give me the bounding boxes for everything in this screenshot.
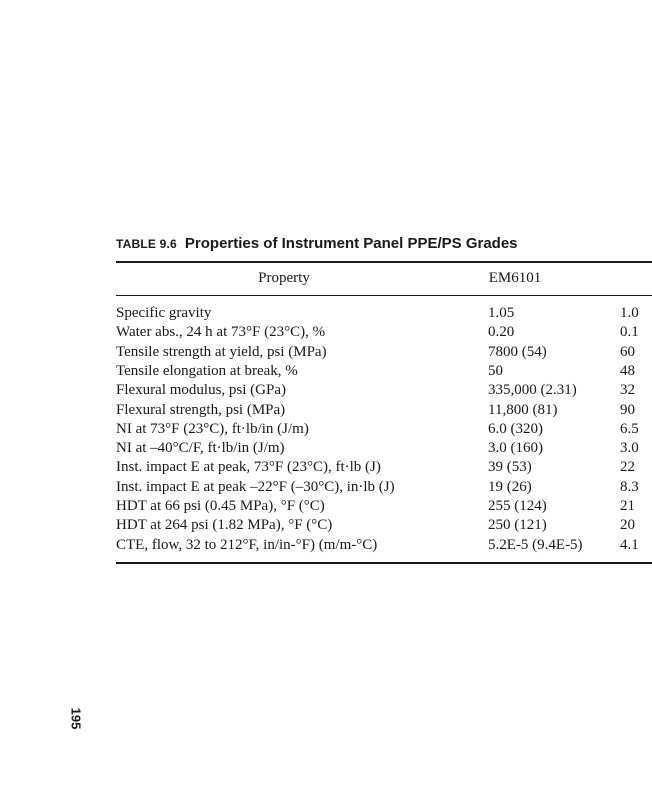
cell-property: Flexural modulus, psi (GPa) xyxy=(116,382,286,399)
cell-em6101: 3.0 (160) xyxy=(488,440,543,457)
table-title: Properties of Instrument Panel PPE/PS Grades xyxy=(184,235,518,252)
cell-next-grade: 6.5 xyxy=(620,420,639,437)
cell-next-grade: 21 xyxy=(620,498,635,514)
cell-em6101: 255 (124) xyxy=(488,498,547,514)
cell-property: CTE, flow, 32 to 212°F, in/in-°F) (m/m-°C) xyxy=(116,536,378,553)
cell-next-grade: 8.3 xyxy=(620,478,639,495)
table-row xyxy=(0,323,652,342)
cell-next-grade: 1.0 xyxy=(620,305,639,321)
cell-next-grade: 4.1 xyxy=(620,536,639,553)
cell-property: HDT at 264 psi (1.82 MPa), °F (°C) xyxy=(116,517,333,534)
table-row xyxy=(0,516,652,535)
cell-next-grade: 48 xyxy=(620,362,635,379)
table-caption xyxy=(116,235,518,253)
table-row xyxy=(0,304,652,323)
cell-em6101: 50 xyxy=(488,362,503,379)
cell-next-grade: 32 xyxy=(620,382,635,399)
cell-property: Tensile elongation at break, % xyxy=(116,362,298,379)
cell-property: NI at –40°C/F, ft·lb/in (J/m) xyxy=(116,440,285,457)
cell-next-grade: 20 xyxy=(620,517,635,534)
cell-em6101: 7800 (54) xyxy=(488,343,547,360)
table-row xyxy=(0,362,652,381)
cell-next-grade: 90 xyxy=(620,401,635,418)
cell-property: Water abs., 24 h at 73°F (23°C), % xyxy=(116,324,326,341)
cell-next-grade: 3.0 xyxy=(620,440,639,457)
table-row xyxy=(0,381,652,400)
table-row xyxy=(0,420,652,439)
table-row xyxy=(0,478,652,497)
cell-em6101: 11,800 (81) xyxy=(488,401,558,418)
cell-next-grade: 22 xyxy=(620,459,635,476)
cell-em6101: 250 (121) xyxy=(488,517,547,534)
cell-property: HDT at 66 psi (0.45 MPa), °F (°C) xyxy=(116,498,325,514)
table-row xyxy=(0,458,652,477)
table-row xyxy=(0,343,652,362)
cell-property: Inst. impact E at peak –22°F (–30°C), in·lb (J) xyxy=(116,478,395,495)
table-row xyxy=(0,497,652,516)
table-row xyxy=(0,439,652,458)
cell-property: NI at 73°F (23°C), ft·lb/in (J/m) xyxy=(116,420,309,437)
table-top-rule xyxy=(116,261,652,263)
cell-property: Specific gravity xyxy=(116,305,212,321)
cell-em6101: 335,000 (2.31) xyxy=(488,382,577,399)
cell-em6101: 6.0 (320) xyxy=(488,420,543,437)
cell-property: Flexural strength, psi (MPa) xyxy=(116,401,286,418)
cell-em6101: 19 (26) xyxy=(488,478,532,495)
table-row xyxy=(0,401,652,420)
cell-next-grade: 60 xyxy=(620,343,635,360)
cell-property: Tensile strength at yield, psi (MPa) xyxy=(116,343,327,360)
table-header-rule xyxy=(116,295,652,296)
cell-em6101: 39 (53) xyxy=(488,459,532,476)
table-number: TABLE 9.6 xyxy=(116,237,177,251)
header-em6101: EM6101 xyxy=(488,270,542,286)
cell-em6101: 0.20 xyxy=(488,324,515,341)
cell-next-grade: 0.1 xyxy=(620,324,639,341)
header-property: Property xyxy=(258,270,310,286)
cell-property: Inst. impact E at peak, 73°F (23°C), ft·lb (J) xyxy=(116,459,381,476)
cell-em6101: 1.05 xyxy=(488,305,515,321)
cell-em6101: 5.2E-5 (9.4E-5) xyxy=(488,536,583,553)
table-bottom-rule xyxy=(116,562,652,564)
page-number: 195 xyxy=(68,707,84,730)
table-row xyxy=(0,536,652,555)
